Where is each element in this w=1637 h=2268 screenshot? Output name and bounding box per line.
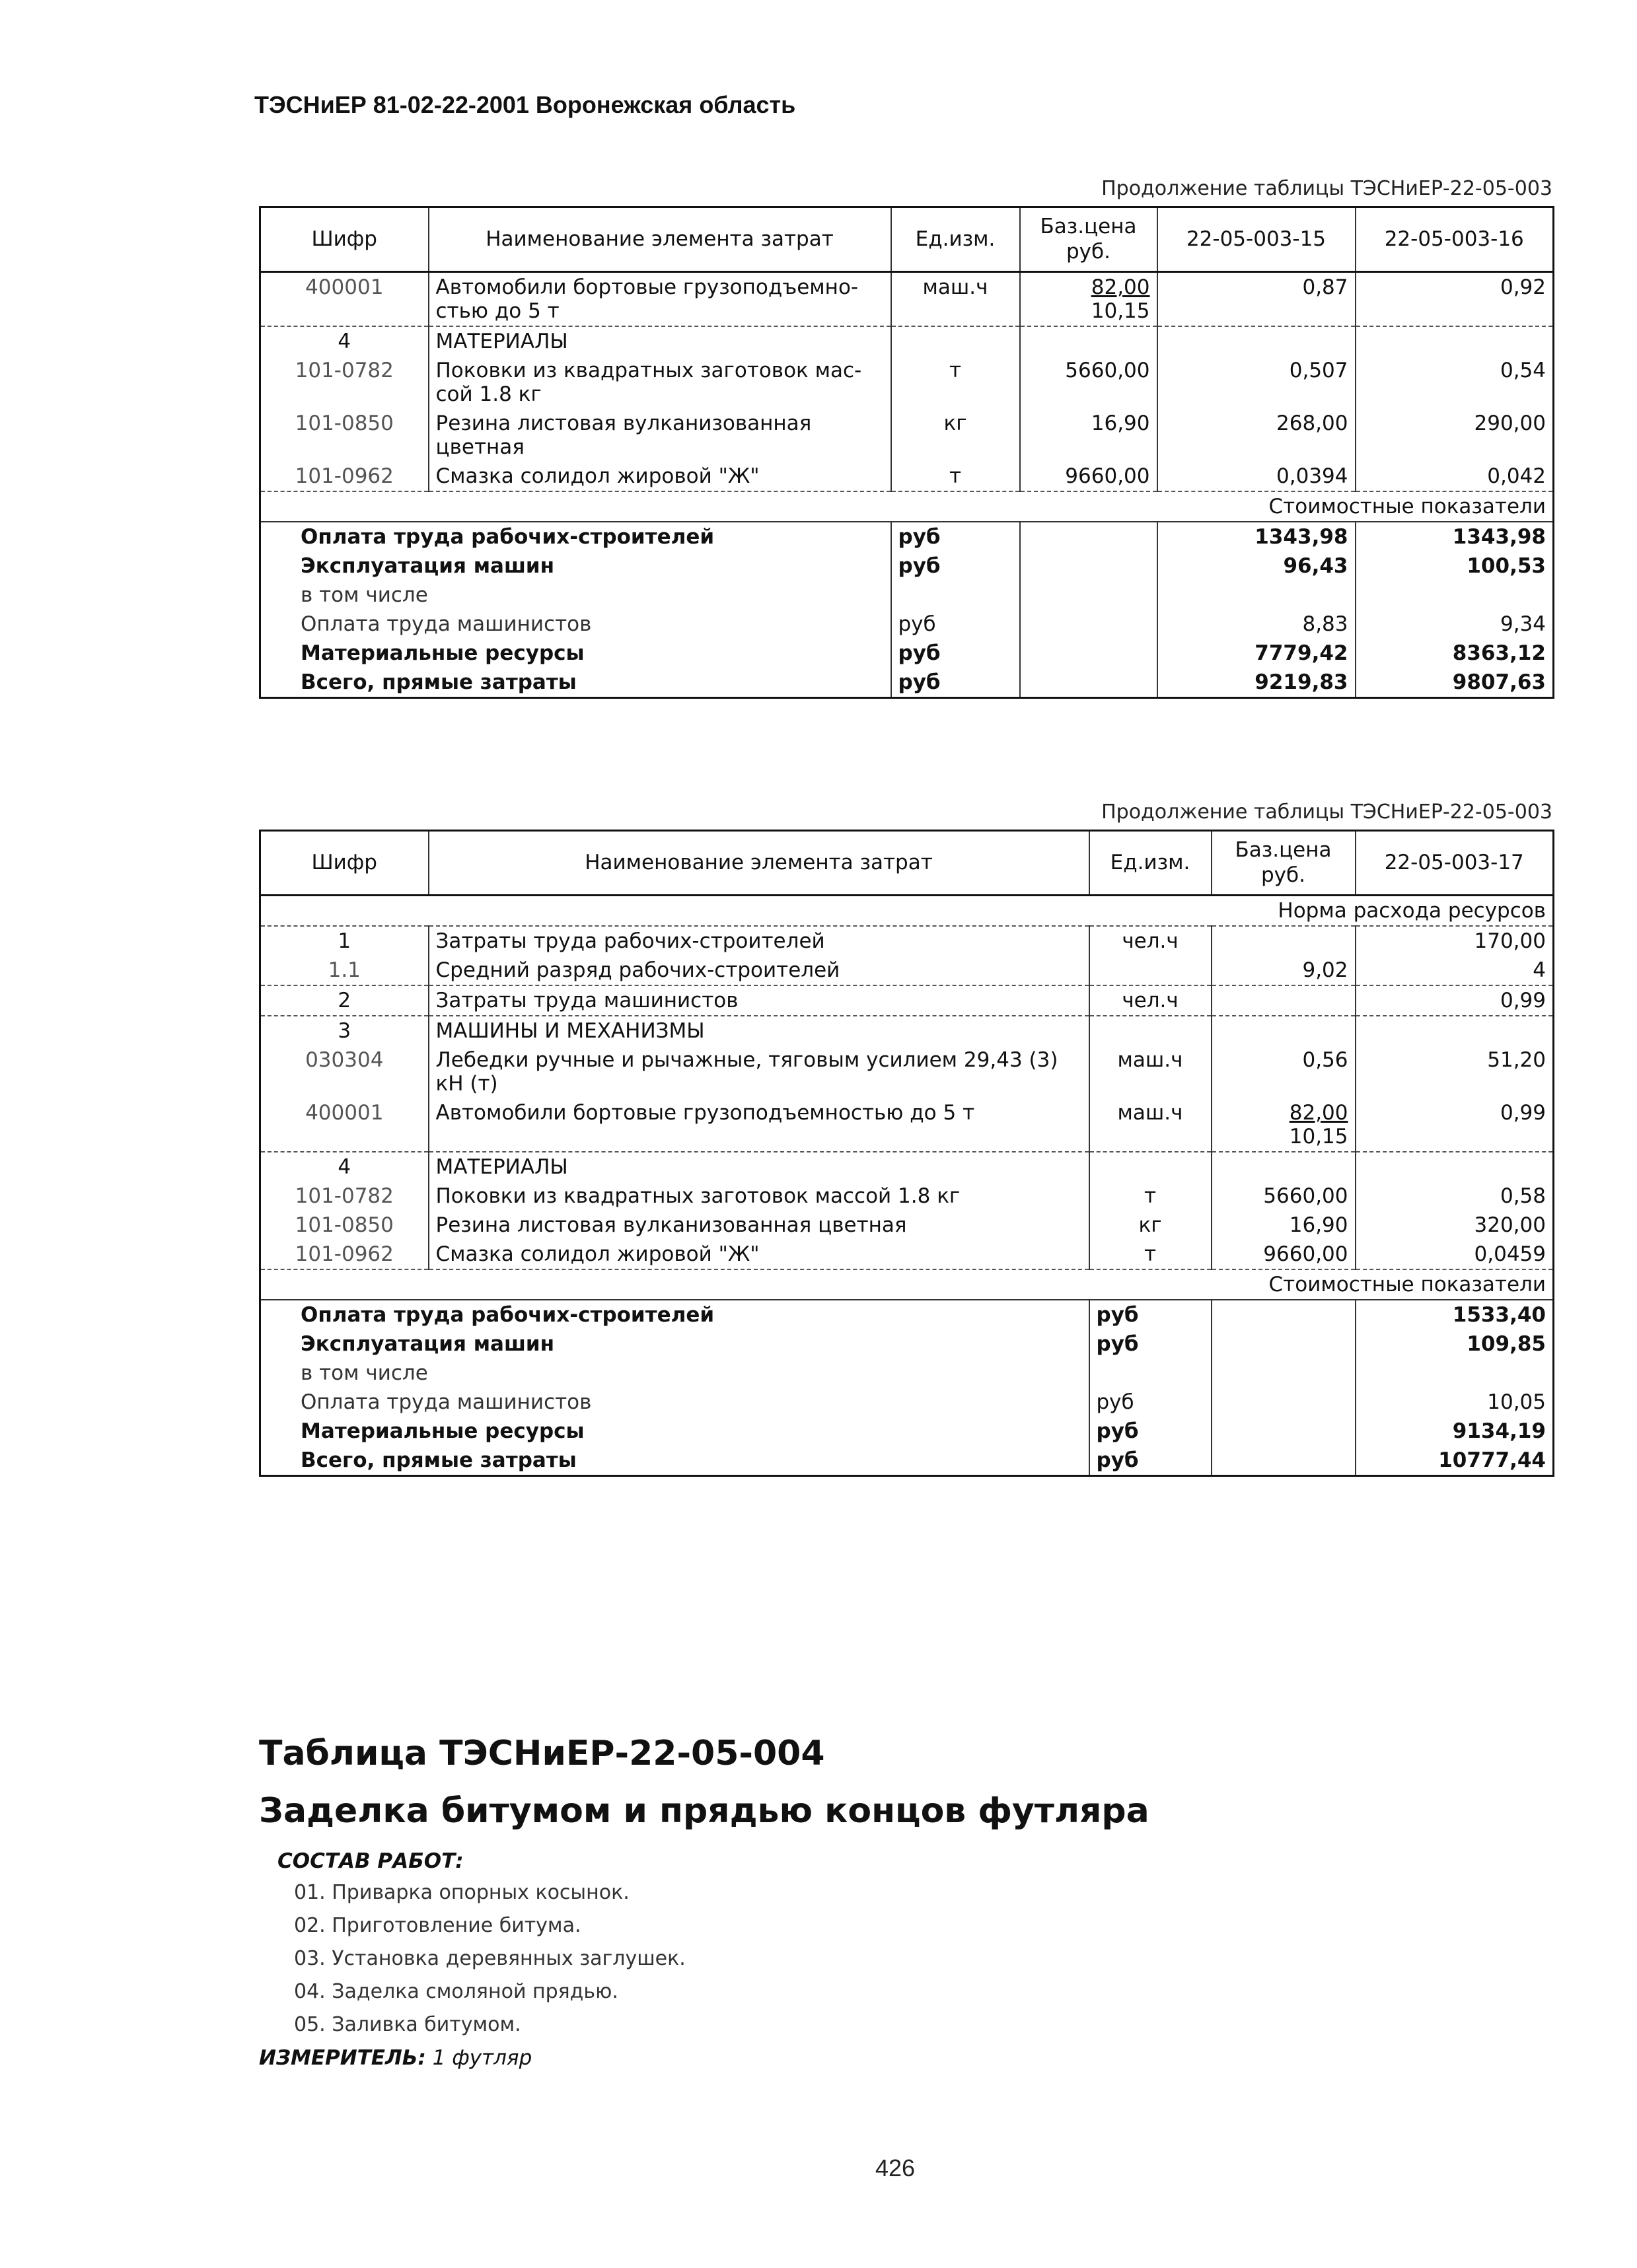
row-value-15: 0,0394: [1157, 462, 1356, 491]
totals-row: [260, 1329, 1554, 1359]
row-value-16: 0,54: [1356, 356, 1554, 409]
totals-unit: руб: [891, 522, 1020, 551]
totals-row: [260, 639, 1554, 668]
totals-row: [260, 1359, 1554, 1388]
work-item: 05. Заливка битумом.: [294, 2013, 521, 2036]
row-unit: [1089, 1016, 1212, 1045]
row-value-17: 320,00: [1356, 1211, 1554, 1240]
totals-unit: [1089, 1359, 1212, 1388]
totals-label: Материальные ресурсы: [301, 641, 585, 665]
base-price-value: 82,00: [1289, 1101, 1348, 1125]
totals-value-15: [1157, 581, 1356, 610]
meter-value: 1 футляр: [432, 2046, 532, 2070]
row-value-17: 0,99: [1356, 1098, 1554, 1152]
totals-row: [260, 522, 1554, 551]
table1-header-row: [260, 207, 1554, 272]
table-row: [260, 1182, 1554, 1211]
row-code: 400001: [305, 1101, 384, 1125]
base-price-cell: [1212, 1240, 1356, 1269]
row-unit: [1089, 1152, 1212, 1182]
row-value-15: 0,507: [1157, 356, 1356, 409]
totals-empty: [1212, 1388, 1356, 1417]
row-name: МАТЕРИАЛЫ: [429, 326, 891, 356]
header-name: Наименование элемента затрат: [429, 831, 1089, 896]
row-value-17: 170,00: [1356, 926, 1554, 956]
row-value-16: [1356, 326, 1554, 356]
totals-row: [260, 610, 1554, 639]
totals-row: [260, 551, 1554, 581]
totals-value-15: 9219,83: [1157, 668, 1356, 698]
row-name: Затраты труда машинистов: [429, 985, 1089, 1016]
row-code: 4: [260, 1152, 429, 1182]
row-unit: маш.ч: [891, 272, 1020, 327]
totals-value-16: [1356, 581, 1554, 610]
row-value-15: 268,00: [1157, 409, 1356, 462]
totals-label: Всего, прямые затраты: [301, 1448, 577, 1472]
base-price-cell: [1212, 1098, 1356, 1152]
totals-empty: [1020, 610, 1157, 639]
base-price-value: 5660,00: [1263, 1184, 1348, 1208]
row-unit: чел.ч: [1089, 926, 1212, 956]
row-code: 101-0850: [295, 411, 394, 435]
totals-label: в том числе: [301, 1361, 428, 1385]
document-header: ТЭСНиЕР 81-02-22-2001 Воронежская область: [254, 91, 796, 118]
base-price-cell: [1212, 956, 1356, 985]
base-price-value: 9660,00: [1065, 464, 1150, 488]
header-col-16: 22-05-003-16: [1356, 207, 1554, 272]
row-code: 101-0962: [295, 464, 394, 488]
meter-label: ИЗМЕРИТЕЛЬ:: [259, 2046, 426, 2070]
row-name: Поковки из квадратных заготовок массой 1.8 кг: [429, 1182, 1089, 1211]
header-code: Шифр: [260, 207, 429, 272]
section-title: Таблица ТЭСНиЕР-22-05-004: [259, 1734, 825, 1773]
row-name: Лебедки ручные и рычажные, тяговым усилием 29,43 (3) кН (т): [429, 1045, 1089, 1098]
row-value-16: 0,042: [1356, 462, 1554, 491]
row-unit: т: [1089, 1240, 1212, 1269]
row-code: 4: [260, 326, 429, 356]
table2-continuation: Продолжение таблицы ТЭСНиЕР-22-05-003: [1101, 800, 1552, 824]
totals-value-15: 8,83: [1157, 610, 1356, 639]
work-item: 03. Установка деревянных заглушек.: [294, 1947, 686, 1970]
section-label: Стоимостные показатели: [260, 491, 1554, 522]
totals-empty: [1020, 551, 1157, 581]
base-price-cell: [1212, 1211, 1356, 1240]
base-price-value: 16,90: [1091, 411, 1150, 435]
totals-label: Эксплуатация машин: [301, 1332, 555, 1356]
base-price-cell: [1212, 1045, 1356, 1098]
base-price-value: 16,90: [1289, 1213, 1348, 1237]
base-price-cell: [1020, 326, 1157, 356]
row-unit: кг: [891, 409, 1020, 462]
row-value-17: 0,0459: [1356, 1240, 1554, 1269]
totals-empty: [1020, 639, 1157, 668]
row-value-16: 0,92: [1356, 272, 1554, 327]
totals-unit: руб: [1089, 1300, 1212, 1329]
section-label-row: [260, 491, 1554, 522]
row-value-16: 290,00: [1356, 409, 1554, 462]
row-unit: чел.ч: [1089, 985, 1212, 1016]
totals-row: [260, 1300, 1554, 1329]
row-unit: [891, 326, 1020, 356]
table-row: [260, 926, 1554, 956]
totals-value-15: 96,43: [1157, 551, 1356, 581]
row-unit: маш.ч: [1089, 1045, 1212, 1098]
row-name: Поковки из квадратных заготовок мас-сой 1.8 кг: [429, 356, 891, 409]
table-row: [260, 1016, 1554, 1045]
table-row: [260, 1152, 1554, 1182]
totals-label: Оплата труда рабочих-строителей: [260, 1300, 1089, 1329]
row-name: МАШИНЫ И МЕХАНИЗМЫ: [429, 1016, 1089, 1045]
totals-value-15: 7779,42: [1157, 639, 1356, 668]
meter-line: [259, 2046, 532, 2070]
row-name: Автомобили бортовые грузоподъемностью до 5 т: [429, 1098, 1089, 1152]
totals-label: Оплата труда машинистов: [301, 1390, 592, 1414]
table-row: [260, 985, 1554, 1016]
totals-value-16: 9,34: [1356, 610, 1554, 639]
base-price-value: 82,00: [1091, 275, 1150, 299]
totals-empty: [1020, 581, 1157, 610]
cost-table-1: [259, 206, 1554, 699]
row-code: 030304: [305, 1048, 384, 1072]
row-value-17: 0,58: [1356, 1182, 1554, 1211]
totals-row: [260, 1446, 1554, 1476]
totals-empty: [1212, 1329, 1356, 1359]
totals-unit: руб: [1089, 1417, 1212, 1446]
totals-value-17: 10777,44: [1356, 1446, 1554, 1476]
row-name: Смазка солидол жировой "Ж": [429, 1240, 1089, 1269]
base-price-cell: [1020, 356, 1157, 409]
base-price-value: 5660,00: [1065, 359, 1150, 382]
table1-continuation: Продолжение таблицы ТЭСНиЕР-22-05-003: [1101, 177, 1552, 200]
row-unit: [1089, 956, 1212, 985]
row-unit: кг: [1089, 1211, 1212, 1240]
totals-value-17: 1533,40: [1356, 1300, 1554, 1329]
row-name: Смазка солидол жировой "Ж": [429, 462, 891, 491]
base-price-cell: [1020, 462, 1157, 491]
totals-value-17: 109,85: [1356, 1329, 1554, 1359]
totals-value-16: 100,53: [1356, 551, 1554, 581]
base-price-cell: [1212, 985, 1356, 1016]
header-col-17: 22-05-003-17: [1356, 831, 1554, 896]
row-code: 3: [260, 1016, 429, 1045]
row-code: 101-0850: [295, 1213, 394, 1237]
row-name: Автомобили бортовые грузоподъемно-стью до 5 т: [429, 272, 891, 327]
work-item: 04. Заделка смоляной прядью.: [294, 1980, 618, 2003]
table-row: [260, 409, 1554, 462]
row-code: 101-0962: [295, 1242, 394, 1266]
row-value-17: [1356, 1152, 1554, 1182]
totals-empty: [1212, 1300, 1356, 1329]
page-number: 426: [875, 2154, 916, 2181]
totals-unit: руб: [1089, 1329, 1212, 1359]
header-unit: Ед.изм.: [891, 207, 1020, 272]
base-price-cell: [1212, 1016, 1356, 1045]
totals-value-16: 8363,12: [1356, 639, 1554, 668]
header-col-15: 22-05-003-15: [1157, 207, 1356, 272]
row-code: 400001: [305, 275, 384, 299]
totals-row: [260, 1388, 1554, 1417]
row-name: Средний разряд рабочих-строителей: [429, 956, 1089, 985]
totals-unit: руб: [891, 551, 1020, 581]
header-code: Шифр: [260, 831, 429, 896]
totals-unit: руб: [1089, 1388, 1212, 1417]
norm-label-row: [260, 896, 1554, 927]
base-price-cell: [1212, 1182, 1356, 1211]
row-name: Резина листовая вулканизованная цветная: [429, 1211, 1089, 1240]
totals-row: [260, 581, 1554, 610]
totals-value-16: 9807,63: [1356, 668, 1554, 698]
header-price: Баз.цена руб.: [1212, 831, 1356, 896]
totals-row: [260, 668, 1554, 698]
row-value-15: 0,87: [1157, 272, 1356, 327]
totals-unit: [891, 581, 1020, 610]
section-label: Стоимостные показатели: [260, 1269, 1554, 1300]
header-unit: Ед.изм.: [1089, 831, 1212, 896]
work-item: 01. Приварка опорных косынок.: [294, 1881, 630, 1904]
totals-value-17: 10,05: [1356, 1388, 1554, 1417]
row-value-17: 51,20: [1356, 1045, 1554, 1098]
base-price-cell: [1212, 1152, 1356, 1182]
row-code: 101-0782: [295, 1184, 394, 1208]
totals-unit: руб: [891, 639, 1020, 668]
totals-unit: руб: [891, 610, 1020, 639]
totals-value-17: 9134,19: [1356, 1417, 1554, 1446]
row-value-17: [1356, 1016, 1554, 1045]
totals-label: Всего, прямые затраты: [301, 670, 577, 694]
base-price-value: 9,02: [1302, 958, 1348, 982]
base-price-cell: [1020, 409, 1157, 462]
table-row: [260, 326, 1554, 356]
section-label-row: [260, 1269, 1554, 1300]
row-unit: т: [891, 356, 1020, 409]
section-subtitle: Заделка битумом и прядью концов футляра: [259, 1791, 1149, 1831]
row-unit: т: [1089, 1182, 1212, 1211]
totals-unit: руб: [891, 668, 1020, 698]
table-row: [260, 272, 1554, 327]
totals-empty: [1212, 1359, 1356, 1388]
row-code: 2: [260, 985, 429, 1016]
totals-label: Оплата труда машинистов: [301, 612, 592, 636]
totals-value-17: [1356, 1359, 1554, 1388]
table-row: [260, 1211, 1554, 1240]
row-unit: т: [891, 462, 1020, 491]
totals-label: Оплата труда рабочих-строителей: [260, 522, 891, 551]
row-value-15: [1157, 326, 1356, 356]
table-row: [260, 356, 1554, 409]
header-name: Наименование элемента затрат: [429, 207, 891, 272]
totals-label: Эксплуатация машин: [301, 554, 555, 578]
totals-empty: [1020, 522, 1157, 551]
totals-value-15: 1343,98: [1157, 522, 1356, 551]
totals-row: [260, 1417, 1554, 1446]
totals-empty: [1020, 668, 1157, 698]
table-row: [260, 956, 1554, 985]
base-price-cell: [1212, 926, 1356, 956]
totals-value-16: 1343,98: [1356, 522, 1554, 551]
base-price-machinist-value: 10,15: [1091, 299, 1150, 323]
table-row: [260, 1045, 1554, 1098]
row-name: Резина листовая вулканизованная цветная: [429, 409, 891, 462]
base-price-machinist-value: 10,15: [1289, 1125, 1348, 1149]
totals-empty: [1212, 1446, 1356, 1476]
table-row: [260, 1240, 1554, 1269]
work-item: 02. Приготовление битума.: [294, 1914, 581, 1937]
row-name: Затраты труда рабочих-строителей: [429, 926, 1089, 956]
cost-table-2: [259, 830, 1554, 1477]
base-price-value: 0,56: [1302, 1048, 1348, 1072]
row-name: МАТЕРИАЛЫ: [429, 1152, 1089, 1182]
norm-label: Норма расхода ресурсов: [1278, 899, 1546, 923]
row-unit: маш.ч: [1089, 1098, 1212, 1152]
table-row: [260, 1098, 1554, 1152]
works-label: СОСТАВ РАБОТ:: [277, 1849, 464, 1873]
header-price: Баз.цена руб.: [1020, 207, 1157, 272]
row-code: 1: [260, 926, 429, 956]
row-code: 101-0782: [295, 359, 394, 382]
totals-label: в том числе: [301, 583, 428, 607]
row-value-17: 0,99: [1356, 985, 1554, 1016]
totals-empty: [1212, 1417, 1356, 1446]
base-price-value: 9660,00: [1263, 1242, 1348, 1266]
base-price-cell: [1020, 272, 1157, 327]
table-row: [260, 462, 1554, 491]
row-code: 1.1: [328, 958, 361, 982]
row-value-17: 4: [1356, 956, 1554, 985]
totals-unit: руб: [1089, 1446, 1212, 1476]
totals-label: Материальные ресурсы: [301, 1419, 585, 1443]
table2-header-row: [260, 831, 1554, 896]
